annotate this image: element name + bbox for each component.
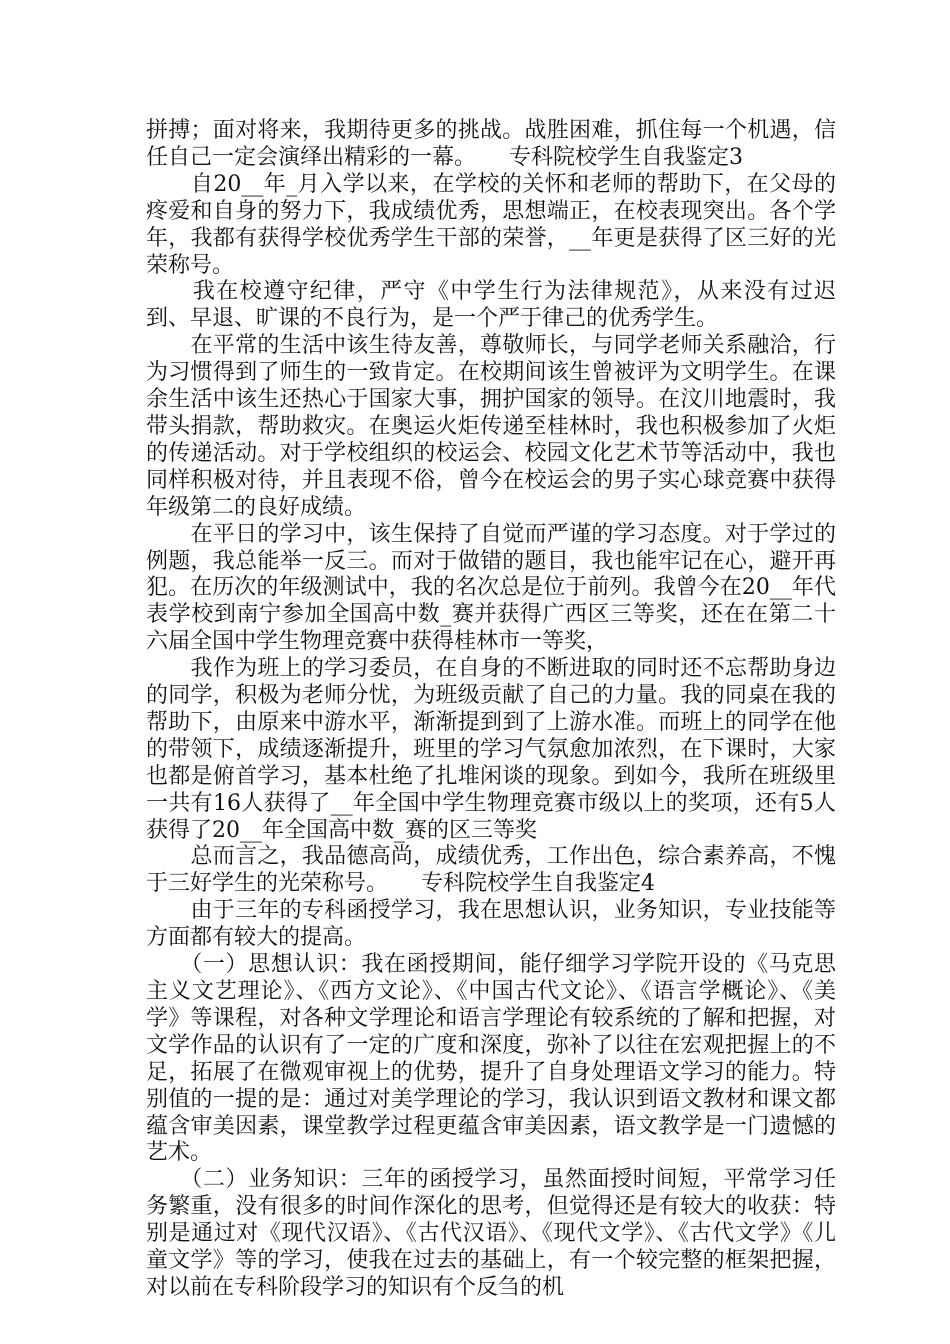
paragraph: （一）思想认识：我在函授期间，能仔细学习学院开设的《马克思主义文艺理论》、《西方文论》、《中国古代文论》、《语言学概论》、《美学》等课程，对各种文学理论和语言学理论有较系统的了解和把握，对文学作品的认识有了一定的广度和深度，弥补了以往在宏观把握上的不足，拓展了在微观审视上的优势，提升了自身处理语文学习的能力。特别值的一提的是：通过对美学理论的学习，我认识到语文教材和课文都蕴含审美因素，课堂教学过程更蕴含审美因素，语文教学是一门遗憾的艺术。: [146, 952, 836, 1166]
paragraph: 由于三年的专科函授学习，我在思想认识，业务知识，专业技能等方面都有较大的提高。: [146, 898, 836, 951]
paragraph: 拼搏；面对将来，我期待更多的挑战。战胜困难，抓住每一个机遇，信任自己一定会演绎出精彩的一幕。 专科院校学生自我鉴定3: [146, 118, 836, 170]
paragraph: 我作为班上的学习委员，在自身的不断进取的同时还不忘帮助身边的同学，积极为老师分忧，为班级贡献了自己的力量。我的同桌在我的帮助下，由原来中游水平，渐渐提到到了上游水准。而班上的同学在他的带领下，成绩逐渐提升，班里的学习气氛愈加浓烈，在下课时，大家也都是俯首学习，基本杜绝了扎堆闲谈的现象。到如今，我所在班级里一共有16人获得了__年全国中学生物理竞赛市级以上的奖项，还有5人获得了20__年全国高中数_赛的区三等奖: [146, 656, 836, 843]
document-body: [146, 118, 836, 1302]
paragraph: 在平常的生活中该生待友善，尊敬师长，与同学老师关系融洽，行为习惯得到了师生的一致肯定。在校期间该生曾被评为文明学生。在课余生活中该生还热心于国家大事，拥护国家的领导。在汶川地震时，我带头捐款，帮助救灾。在奥运火炬传递至桂林时，我也积极参加了火炬的传递活动。对于学校组织的校运会、校园文化艺术节等活动中，我也同样积极对待，并且表现不俗，曾今在校运会的男子实心球竞赛中获得年级第二的良好成绩。: [146, 333, 836, 520]
paragraph: （二）业务知识：三年的函授学习，虽然面授时间短，平常学习任务繁重，没有很多的时间作深化的思考，但觉得还是有较大的收获：特别是通过对《现代汉语》、《古代汉语》、《现代文学》、《古代文学》《儿童文学》等的学习，使我在过去的基础上，有一个较完整的框架把握，对以前在专科阶段学习的知识有个反刍的机: [146, 1167, 836, 1300]
paragraph: 在平日的学习中，该生保持了自觉而严谨的学习态度。对于学过的例题，我总能举一反三。而对于做错的题目，我也能牢记在心，避开再犯。在历次的年级测试中，我的名次总是位于前列。我曾今在20__年代表学校到南宁参加全国高中数_赛并获得广西区三等奖，还在在第二十六届全国中学生物理竞赛中获得桂林市一等奖，: [146, 521, 836, 655]
paragraph: 总而言之，我品德高尚，成绩优秀，工作出色，综合素养高，不愧于三好学生的光荣称号。 专科院校学生自我鉴定4: [146, 844, 836, 897]
paragraph: 我在校遵守纪律，严守《中学生行为法律规范》，从来没有过迟到、早退、旷课的不良行为，是一个严于律己的优秀学生。: [146, 279, 836, 332]
paragraph: 自20__年_月入学以来，在学校的关怀和老师的帮助下，在父母的疼爱和自身的努力下，我成绩优秀，思想端正，在校表现突出。各个学年，我都有获得学校优秀学生干部的荣誉，__年更是获得了区三好的光荣称号。: [146, 171, 836, 278]
